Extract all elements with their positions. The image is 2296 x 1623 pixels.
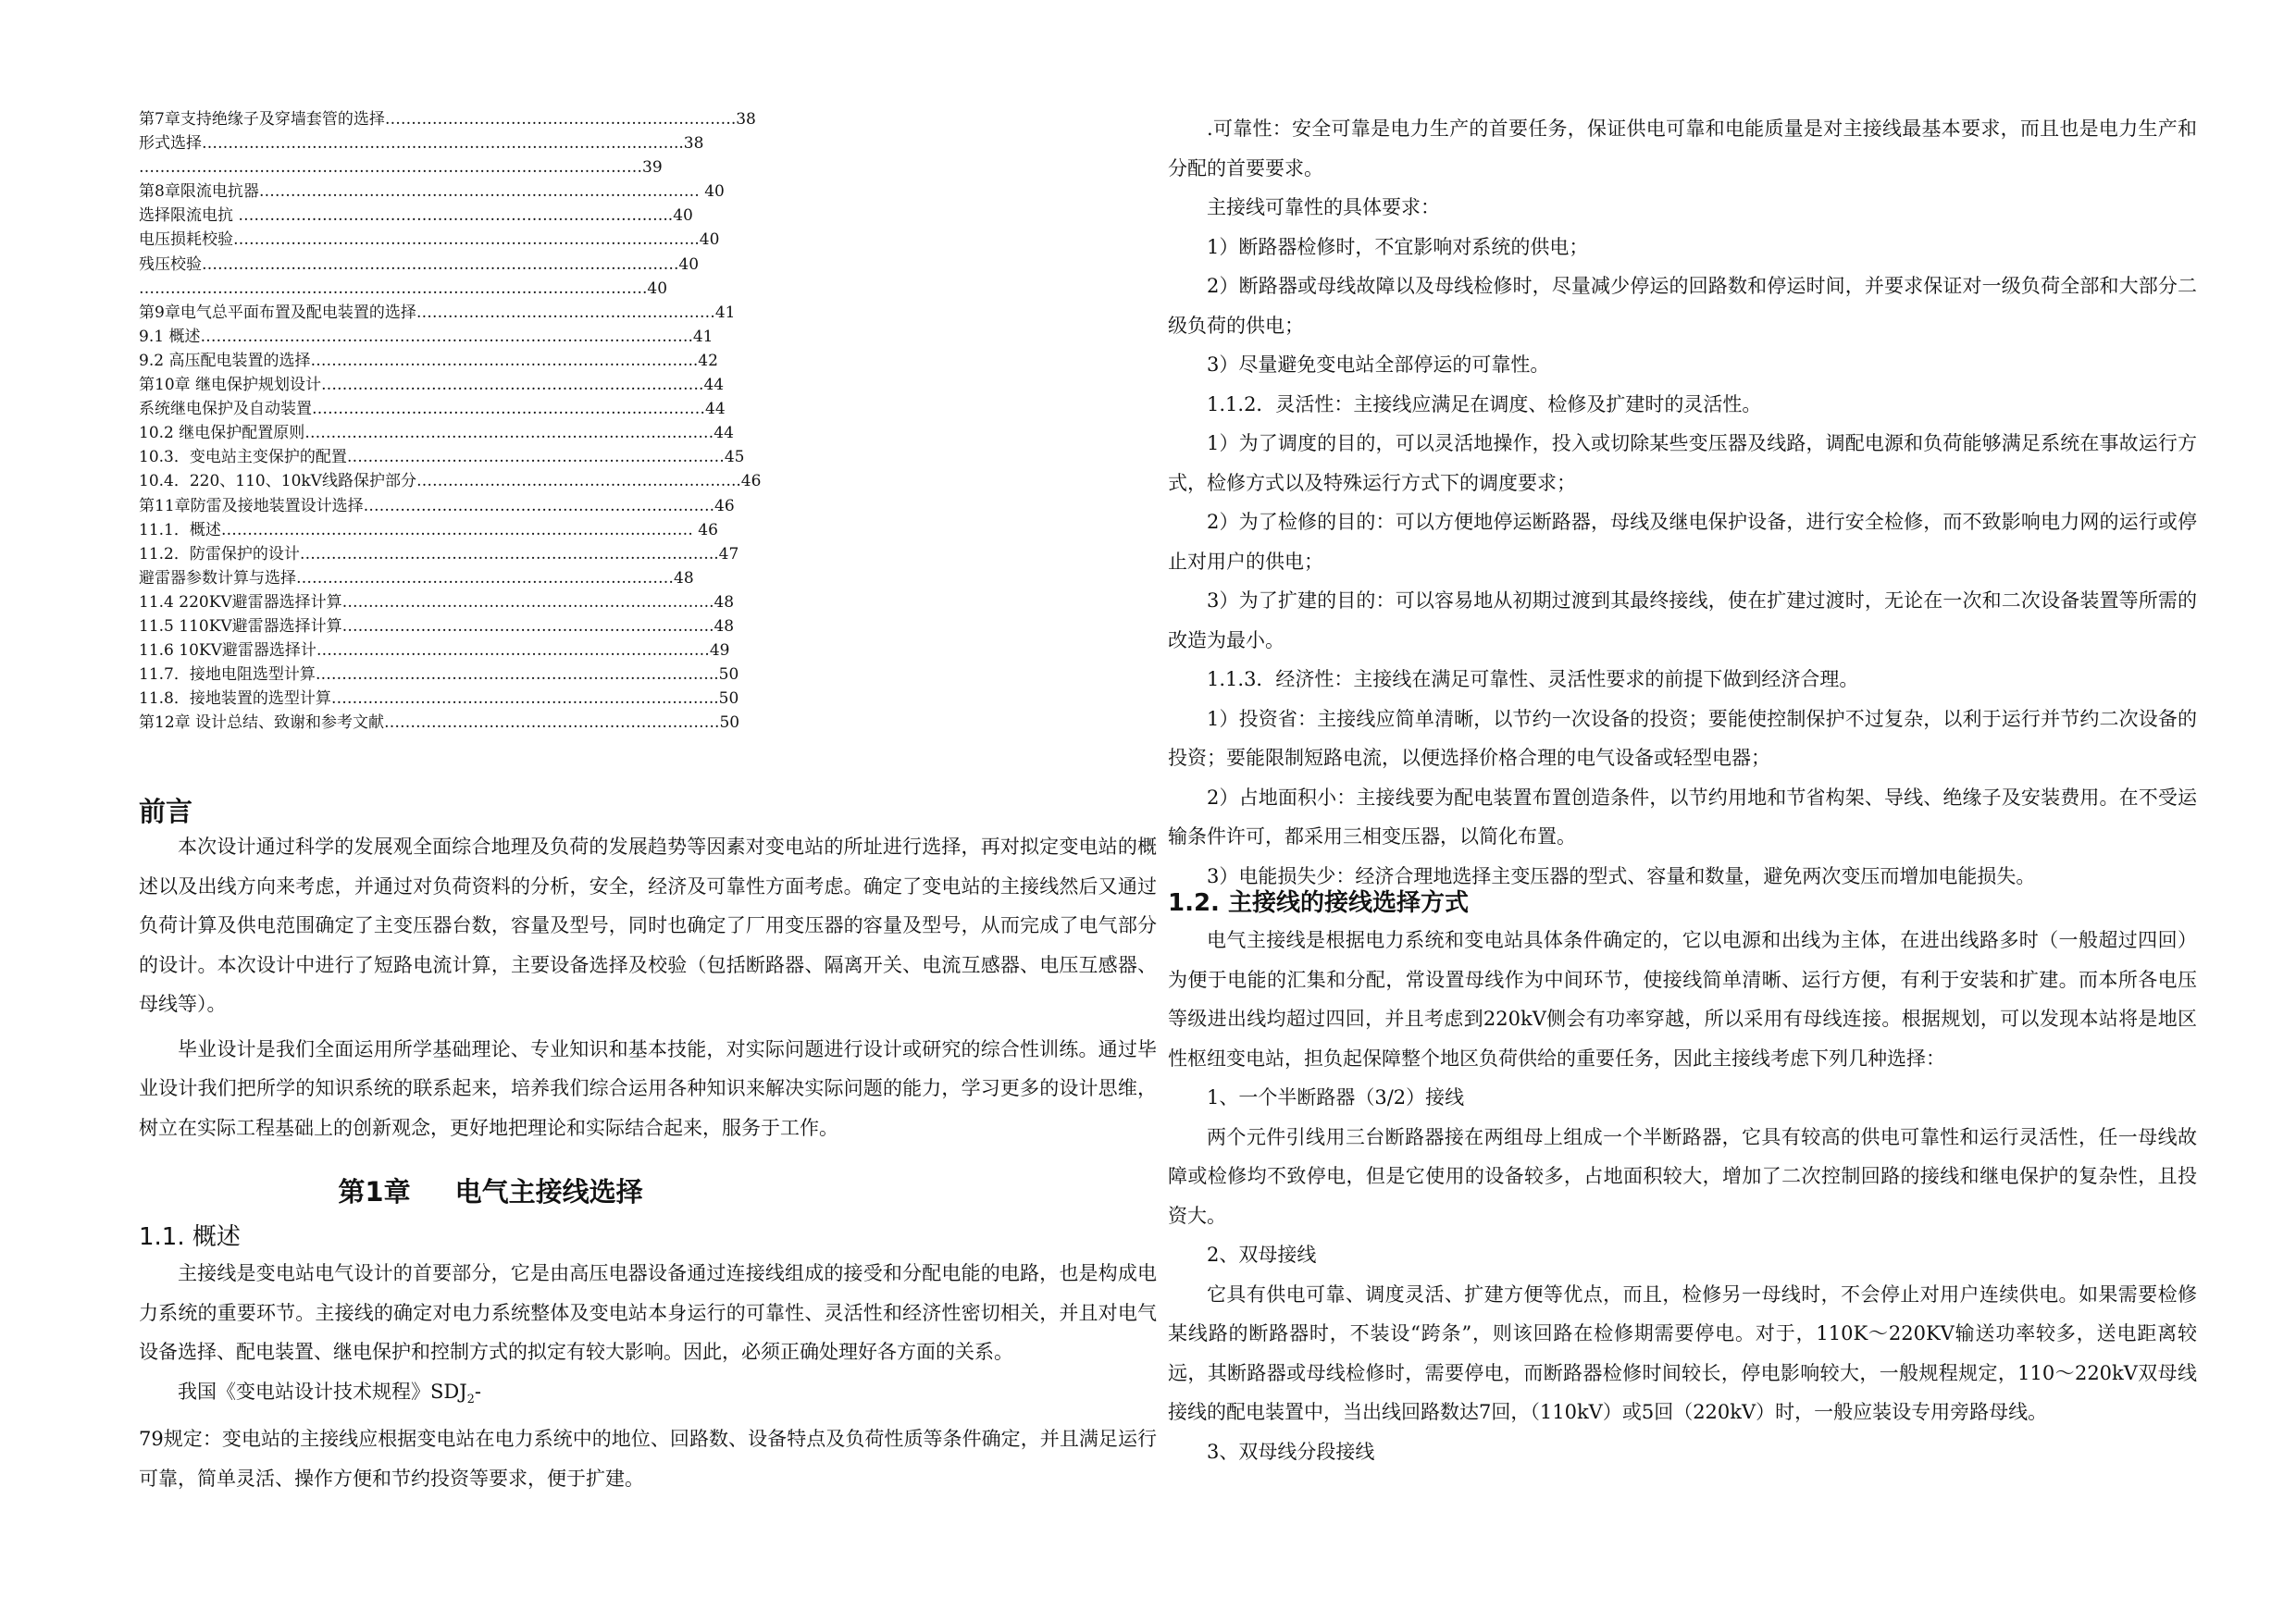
toc-entry[interactable]: 第8章限流电抗器………………………………………………………………………… 40 (139, 182, 725, 202)
body-paragraph: 它具有供电可靠、调度灵活、扩建方便等优点，而且，检修另一母线时，不会停止对用户连续供电。如果需要检修某线路的断路器时，不装设“跨条”，则该回路在检修期需要停电。对于，110K～220KV输送功率较多，送电距离较远，其断路器或母线检修时，需要停电，而断路器检修时间较长，停电影响较大，一般规程规定，110～220kV双母线接线的配电装置中，当出线回路数达7回，（110kV）或5回（220kV）时，一般应装设专用旁路母线。 (1168, 1282, 2197, 1423)
toc-entry[interactable]: 10.2 继电保护配置原则……………………………………………………………………44 (139, 424, 734, 443)
body-paragraph: 3）电能损失少：经济合理地选择主变压器的型式、容量和数量，避免两次变压而增加电能损失。 (1207, 864, 2036, 887)
section12-body (1168, 921, 2197, 1471)
toc-entry[interactable]: 11.6 10KV避雷器选择计…………………………………………………………………49 (139, 641, 730, 661)
chapter1-body (139, 1254, 1157, 1498)
toc-entry[interactable]: 残压校验……………………………………………………………………………….40 (139, 254, 700, 274)
body-paragraph: 两个元件引线用三台断路器接在两组母上组成一个半断路器，它具有较高的供电可靠性和运行灵活性，任一母线故障或检修均不致停电，但是它使用的设备较多，占地面积较大，增加了二次控制回路的接线和继电保护的复杂性，且投资大。 (1168, 1125, 2197, 1227)
toc-entry[interactable]: 第7章支持绝缘子及穿墙套管的选择………………………………………………………….38 (139, 110, 756, 129)
toc-entry[interactable]: 电压损耗校验……………………………………………………………………………..40 (139, 230, 720, 250)
body-paragraph: 79规定：变电站的主接线应根据变电站在电力系统中的地位、回路数、设备特点及负荷性质等条件确定，并且满足运行可靠，简单灵活、操作方便和节约投资等要求，便于扩建。 (139, 1428, 1157, 1490)
chapter-number: 第1章 (338, 1176, 411, 1208)
toc-entry[interactable]: 第11章防雷及接地装置设计选择………………………………………………………….46 (139, 496, 735, 515)
body-paragraph: 1）为了调度的目的，可以灵活地操作，投入或切除某些变压器及线路，调配电源和负荷能够满足系统在事故运行方式，检修方式以及特殊运行方式下的调度要求； (1168, 432, 2197, 494)
toc-entry[interactable]: …………………………………………………………………………………….40 (139, 279, 668, 298)
body-paragraph: 主接线可靠性的具体要求： (1207, 196, 1440, 218)
regulation-text: 我国《变电站设计技术规程》SDJ (178, 1380, 467, 1403)
body-paragraph: 2）断路器或母线故障以及母线检修时，尽量减少停运的回路数和停运时间，并要求保证对一级负荷全部和大部分二级负荷的供电； (1168, 275, 2197, 337)
body-paragraph: 1.1.3．经济性：主接线在满足可靠性、灵活性要求的前提下做到经济合理。 (1207, 668, 1859, 690)
section-heading: 1.1. 概述 (139, 1223, 241, 1251)
body-paragraph: 2）占地面积小：主接线要为配电装置布置创造条件，以节约用地和节省构架、导线、绝缘子及安装费用。在不受运输条件许可，都采用三相变压器，以简化布置。 (1168, 786, 2197, 848)
toc-entry[interactable]: 11.1．概述……………………………………………………………………………… 46 (139, 520, 718, 539)
option-title: 1、一个半断路器（3/2）接线 (1207, 1086, 1465, 1109)
section-heading: 1.2. 主接线的接线选择方式 (1168, 889, 1469, 917)
toc-entry[interactable]: 系统继电保护及自动装置…………………………………………………………………44 (139, 400, 726, 419)
toc-entry[interactable]: 第12章 设计总结、致谢和参考文献……………………………………………………….50 (139, 713, 740, 733)
option-title: 3、双母线分段接线 (1207, 1440, 1375, 1463)
toc-entry[interactable]: 避雷器参数计算与选择………………………………………………………………48 (139, 568, 694, 588)
body-paragraph: 主接线是变电站电气设计的首要部分，它是由高压电器设备通过连接线组成的接受和分配电能的电路，也是构成电力系统的重要环节。主接线的确定对电力系统整体及变电站本身运行的可靠性、灵活性和经济性密切相关，并且对电气设备选择、配电装置、继电保护和控制方式的拟定有较大影响。因此，必须正确处理好各方面的关系。 (139, 1262, 1157, 1363)
chapter-heading (139, 1171, 842, 1209)
option-title: 2、双母接线 (1207, 1244, 1317, 1266)
regulation-subscript: 2 (466, 1392, 475, 1406)
toc-entry[interactable]: 11.4 220KV避雷器选择计算……………………………………………………………..48 (139, 592, 735, 612)
toc-entry[interactable]: 形式选择………………………………………………………………………………..38 (139, 134, 704, 154)
body-paragraph: 1）投资省：主接线应简单清晰，以节约一次设备的投资；要能使控制保护不过复杂，以利于运行并节约二次设备的投资；要能限制短路电流，以便选择价格合理的电气设备或轻型电器； (1168, 707, 2197, 769)
toc-entry[interactable]: 选择限流电抗 ………………………………………………………………………..40 (139, 206, 693, 226)
body-paragraph: 2）为了检修的目的：可以方便地停运断路器，母线及继电保护设备，进行安全检修，而不致影响电力网的运行或停止对用户的供电； (1168, 511, 2197, 573)
toc-entry[interactable]: 第9章电气总平面布置及配电装置的选择…………………………………………………41 (139, 303, 736, 322)
preface-paragraph: 毕业设计是我们全面运用所学基础理论、专业知识和基本技能，对实际问题进行设计或研究的综合性训练。通过毕业设计我们把所学的知识系统的联系起来，培养我们综合运用各种知识来解决实际问题的能力，学习更多的设计思维，树立在实际工程基础上的创新观念，更好地把理论和实际结合起来，服务于工作。 (139, 1037, 1157, 1139)
body-paragraph: 3）尽量避免变电站全部停运的可靠性。 (1207, 353, 1550, 376)
toc-entry[interactable]: 11.7．接地电阻选型计算…………………………………………………………………..50 (139, 665, 739, 685)
toc-entry[interactable]: 11.2．防雷保护的设计……………………………………………………………………..47 (139, 544, 739, 564)
body-paragraph: 3）为了扩建的目的：可以容易地从初期过渡到其最终接线，使在扩建过渡时，无论在一次和二次设备装置等所需的改造为最小。 (1168, 589, 2197, 651)
toc-entry[interactable]: ……………………………………………………………………………………39 (139, 158, 663, 178)
body-paragraph (139, 1372, 1157, 1420)
regulation-dash: - (474, 1380, 482, 1403)
toc-entry[interactable]: 11.8．接地装置的选型计算………………………………………………………………..50 (139, 689, 739, 709)
body-paragraph: 1）断路器检修时，不宜影响对系统的供电； (1207, 235, 1589, 258)
preface-heading: 前言 (139, 796, 193, 827)
preface-paragraph: 本次设计通过科学的发展观全面综合地理及负荷的发展趋势等因素对变电站的所址进行选择，再对拟定变电站的概述以及出线方向来考虑，并通过对负荷资料的分析，安全，经济及可靠性方面考虑。确定了变电站的主接线然后又通过负荷计算及供电范围确定了主变压器台数，容量及型号，同时也确定了厂用变压器的容量及型号，从而完成了电气部分的设计。本次设计中进行了短路电流计算，主要设备选择及校验（包括断路器、隔离开关、电流互感器、电压互感器、母线等）。 (139, 836, 1157, 1015)
toc-entry[interactable]: 9.1 概述………………………………………………………………………………….41 (139, 327, 714, 346)
body-paragraph: 电气主接线是根据电力系统和变电站具体条件确定的，它以电源和出线为主体，在进出线路多时（一般超过四回）为便于电能的汇集和分配，常设置母线作为中间环节，使接线简单清晰、运行方便，有利于安装和扩建。而本所各电压等级进出线均超过四回，并且考虑到220kV侧会有功率穿越，所以采用有母线连接。根据规划，可以发现本站将是地区性枢纽变电站，担负起保障整个地区负荷供给的重要任务，因此主接线考虑下列几种选择： (1168, 929, 2197, 1070)
chapter-title: 电气主接线选择 (454, 1176, 643, 1208)
body-paragraph: .可靠性：安全可靠是电力生产的首要任务，保证供电可靠和电能质量是对主接线最基本要求，而且也是电力生产和分配的首要要求。 (1168, 118, 2197, 180)
toc-entry[interactable]: 9.2 高压配电装置的选择………………………………………………………………..42 (139, 351, 718, 370)
preface-body (139, 827, 1157, 1147)
principles-body (1168, 109, 2197, 896)
toc-entry[interactable]: 第10章 继电保护规划设计……………………………………………………………….44 (139, 376, 725, 395)
toc-entry[interactable]: 10.4．220、110、10kV线路保护部分……………………………………………………..46 (139, 472, 762, 491)
table-of-contents (139, 107, 953, 735)
toc-entry[interactable]: 11.5 110KV避雷器选择计算……………………………………………………………..48 (139, 616, 735, 636)
body-paragraph: 1.1.2．灵活性：主接线应满足在调度、检修及扩建时的灵活性。 (1207, 392, 1762, 415)
toc-entry[interactable]: 10.3．变电站主变保护的配置………………………………………………………………45 (139, 448, 745, 467)
